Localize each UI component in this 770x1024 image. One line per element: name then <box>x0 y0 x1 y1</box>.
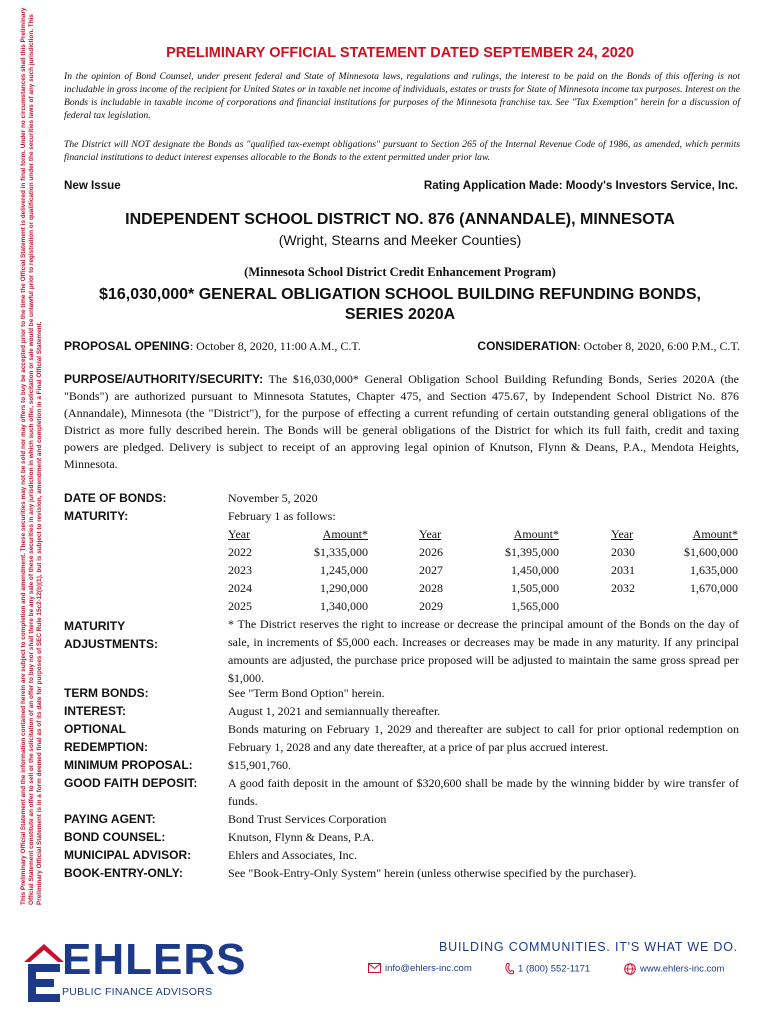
issue-row <box>64 179 738 192</box>
maturity-amount: 1,670,000 <box>690 581 738 595</box>
proposal-row <box>64 339 740 354</box>
proposal-opening-label: PROPOSAL OPENING <box>64 339 190 353</box>
designation-paragraph: The District will NOT designate the Bonds as "qualified tax-exempt obligations" pursuant to Section 265 of the Internal Revenue Code of 1986, as amended, which permits financial institutions to deduct interest expenses allocable to the Bonds to the extent permitted under prior law. <box>64 139 740 163</box>
maturity-row <box>228 597 368 615</box>
maturity-column <box>228 525 368 615</box>
maturity-amount: 1,245,000 <box>320 563 368 577</box>
consideration: CONSIDERATION: October 8, 2020, 6:00 P.M., C.T. <box>477 339 740 353</box>
website-text[interactable]: www.ehlers-inc.com <box>640 963 725 975</box>
contact-website[interactable] <box>624 963 724 975</box>
phone-icon <box>505 963 514 975</box>
bond-counsel-value: Knutson, Flynn & Deans, P.A. <box>228 830 375 844</box>
maturity-adjustments-label <box>64 617 158 653</box>
optional-redemption-value: Bonds maturing on February 1, 2029 and thereafter are subject to call for prior optional redemption on February 1, 2028 and any date thereafter, at a price of par plus accrued interest. <box>228 722 739 754</box>
maturity-column <box>611 525 738 597</box>
phone-text[interactable]: 1 (800) 552-1171 <box>518 963 591 975</box>
book-entry-only-label: BOOK-ENTRY-ONLY: <box>64 866 183 880</box>
maturity-column <box>419 525 559 615</box>
book-entry-only-value: See "Book-Entry-Only System" herein (unless otherwise specified by the purchaser). <box>228 866 637 880</box>
maturity-row <box>228 543 368 561</box>
maturity-amount: 1,340,000 <box>320 599 368 613</box>
globe-icon <box>624 963 636 975</box>
maturity-year: 2024 <box>228 581 252 595</box>
optional-redemption-label <box>64 720 148 756</box>
optional-redemption-label-line-1: OPTIONAL <box>64 722 126 736</box>
document-title: PRELIMINARY OFFICIAL STATEMENT DATED SEPTEMBER 24, 2020 <box>166 45 634 61</box>
amount-header: Amount* <box>513 527 559 541</box>
maturity-year: 2022 <box>228 545 252 559</box>
municipal-advisor-label: MUNICIPAL ADVISOR: <box>64 848 192 862</box>
maturity-year: 2025 <box>228 599 252 613</box>
amount-header: Amount* <box>692 527 738 541</box>
consideration-value: October 8, 2020, 6:00 P.M., C.T. <box>583 339 740 353</box>
side-disclaimer: This Preliminary Official Statement and the information contained herein are subject to completion and amendment. These securities may not be sold nor may offers to buy be accepted prior to the time the Official Statement is delivered in final form. Under no circumstances shall this Preliminary Official Statement constitute an offer to sell or the solicitation of an offer to buy nor shall there be any sale of these securities in any jurisdiction in which such offer, solicitation or sale would be unlawful prior to registration or qualification under the securities laws of any such jurisdiction. This Preliminary Official Statement is in a form deemed final as of its date for purposes of SEC Rule 15c2-12(b)(1), but is subject to revision, amendment and completion in a Final Official Statement. <box>20 7 43 905</box>
date-of-bonds-value: November 5, 2020 <box>228 491 318 505</box>
maturity-year: 2027 <box>419 563 443 577</box>
amount-header: Amount* <box>322 527 368 541</box>
maturity-year: 2026 <box>419 545 443 559</box>
consideration-label: CONSIDERATION <box>477 339 578 353</box>
term-bonds-label: TERM BONDS: <box>64 686 149 700</box>
paying-agent-label: PAYING AGENT: <box>64 812 156 826</box>
maturity-amount: $1,395,000 <box>505 545 559 559</box>
maturity-year: 2023 <box>228 563 252 577</box>
municipal-advisor-value: Ehlers and Associates, Inc. <box>228 848 357 862</box>
issuer-name: INDEPENDENT SCHOOL DISTRICT NO. 876 (ANNANDALE), MINNESOTA <box>125 211 675 228</box>
maturity-row <box>419 543 559 561</box>
interest-value: August 1, 2021 and semiannually thereafter. <box>228 704 441 718</box>
logo-subtitle: PUBLIC FINANCE ADVISORS <box>62 986 213 998</box>
maturity-year: 2032 <box>611 581 635 595</box>
maturity-amount: 1,450,000 <box>511 563 559 577</box>
new-issue-label: New Issue <box>64 179 121 192</box>
maturity-adjustments-label-line-1: MATURITY <box>64 619 126 633</box>
maturity-value: February 1 as follows: <box>228 509 336 523</box>
year-header: Year <box>611 527 634 541</box>
maturity-amount: 1,635,000 <box>690 563 738 577</box>
enhancement-program: (Minnesota School District Credit Enhancement Program) <box>244 265 556 279</box>
term-bonds-value: See "Term Bond Option" herein. <box>228 686 385 700</box>
date-of-bonds-label: DATE OF BONDS: <box>64 491 167 505</box>
maturity-adjustments-value: * The District reserves the right to increase or decrease the principal amount of the Bonds on the day of sale, in increments of $5,000 each. Increases or decreases may be made in any maturity. If any principal amounts are adjusted, the purchase price proposed will be adjusted to maintain the same gross spread per $1,000. <box>228 617 739 685</box>
bond-title-line-1: $16,030,000* GENERAL OBLIGATION SCHOOL BUILDING REFUNDING BONDS, <box>99 286 701 303</box>
maturity-row <box>419 579 559 597</box>
minimum-proposal-value: $15,901,760. <box>228 758 291 772</box>
maturity-year: 2028 <box>419 581 443 595</box>
paying-agent-value: Bond Trust Services Corporation <box>228 812 387 826</box>
minimum-proposal-label: MINIMUM PROPOSAL: <box>64 758 193 772</box>
maturity-amount: $1,600,000 <box>684 545 738 559</box>
maturity-row <box>611 543 738 561</box>
maturity-row <box>228 561 368 579</box>
purpose-paragraph <box>64 371 739 473</box>
maturity-year: 2029 <box>419 599 443 613</box>
maturity-amount: 1,505,000 <box>511 581 559 595</box>
maturity-amount: $1,335,000 <box>314 545 368 559</box>
optional-redemption-label-line-2: REDEMPTION: <box>64 740 148 754</box>
logo-wordmark: EHLERS <box>62 935 247 984</box>
maturity-row <box>611 579 738 597</box>
rating-label: Rating Application Made: Moody's Investors Service, Inc. <box>423 179 738 192</box>
contact-phone[interactable] <box>505 963 590 975</box>
good-faith-deposit-value: A good faith deposit in the amount of $320,600 shall be made by the winning bidder by wire transfer of funds. <box>228 776 739 808</box>
maturity-adjustments-label-line-2: ADJUSTMENTS: <box>64 637 159 651</box>
contact-email[interactable] <box>368 963 472 974</box>
maturity-year: 2031 <box>611 563 635 577</box>
good-faith-deposit-label: GOOD FAITH DEPOSIT: <box>64 776 198 790</box>
year-header: Year <box>228 527 251 541</box>
maturity-row <box>419 597 559 615</box>
envelope-icon <box>368 963 381 973</box>
maturity-year: 2030 <box>611 545 635 559</box>
bond-title <box>60 285 740 325</box>
interest-label: INTEREST: <box>64 704 127 718</box>
purpose-text: The $16,030,000* General Obligation School Building Refunding Bonds, Series 2020A (the "Bonds") are authorized pursuant to Minnesota Statutes, Chapter 475, and Section 475.67, by Independent School District No. 876 (Annandale), Minnesota (the "District"), for the purpose of effecting a current refunding of certain outstanding general obligations of the District as more fully described herein. The Bonds will be general obligations of the District for which its full faith, credit and taxing powers are pledged. Delivery is subject to receipt of an approving legal opinion of Knutson, Flynn & Deans, P.A., Mendota Heights, Minnesota. <box>64 372 739 471</box>
maturity-amount: 1,565,000 <box>511 599 559 613</box>
footer-tagline: BUILDING COMMUNITIES. IT'S WHAT WE DO. <box>439 940 738 954</box>
maturity-amount: 1,290,000 <box>320 581 368 595</box>
maturity-row <box>419 561 559 579</box>
purpose-label: PURPOSE/AUTHORITY/SECURITY: <box>64 372 264 386</box>
email-text[interactable]: info@ehlers-inc.com <box>385 963 472 974</box>
year-header: Year <box>419 527 442 541</box>
proposal-opening-value: October 8, 2020, 11:00 A.M., C.T. <box>196 339 361 353</box>
maturity-row <box>228 579 368 597</box>
maturity-label: MATURITY: <box>64 509 129 523</box>
bond-counsel-label: BOND COUNSEL: <box>64 830 166 844</box>
maturity-row <box>611 561 738 579</box>
tax-opinion-paragraph: In the opinion of Bond Counsel, under present federal and State of Minnesota laws, regulations and rulings, the interest to be paid on the Bonds of this offering is not includable in gross income of the recipient for United States or in taxable net income of individuals, estates or trusts for State of Minnesota income tax purposes. Interest on the Bonds is includable in taxable income of corporations and financial institutions for purposes of the Minnesota franchise tax. See "Tax Exemption" herein for a discussion of federal tax legislation. <box>64 71 741 121</box>
bond-title-line-2: SERIES 2020A <box>344 306 456 323</box>
issuer-counties: (Wright, Stearns and Meeker Counties) <box>278 232 522 248</box>
proposal-opening: PROPOSAL OPENING: October 8, 2020, 11:00 A.M., C.T. <box>64 339 361 353</box>
